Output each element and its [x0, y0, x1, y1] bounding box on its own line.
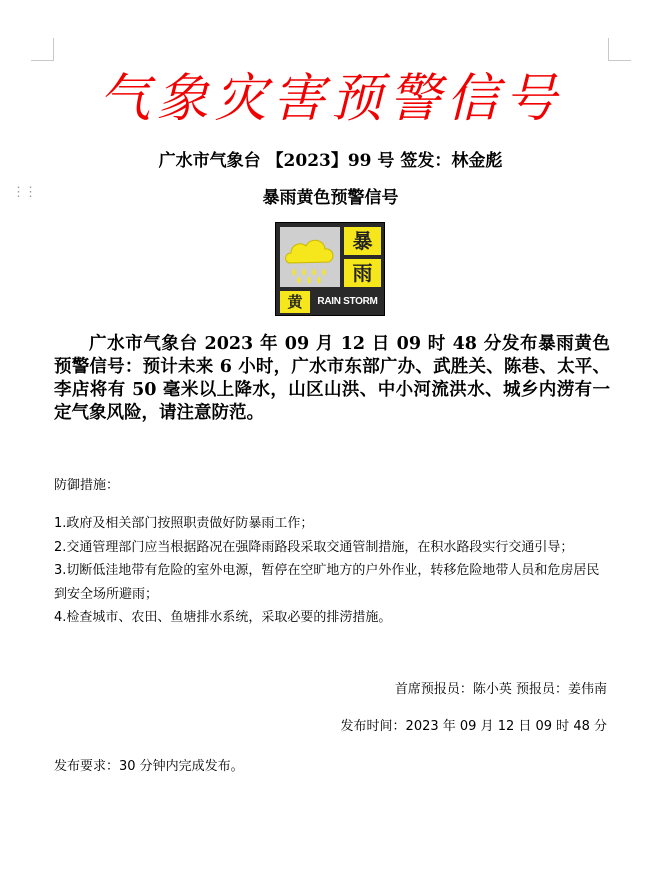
document-title: 气象灾害预警信号 [98, 69, 563, 129]
drag-handle-icon[interactable]: ⋮⋮ [12, 185, 36, 200]
page-corner-mark-right [608, 38, 631, 61]
measure-item: 1.政府及相关部门按照职责做好防暴雨工作； [54, 516, 314, 531]
warning-body-text: 广水市气象台 2023 年 09 月 12 日 09 时 48 分发布暴雨黄色预警信号：预计未来 6 小时，广水市东部广办、武胜关、陈巷、太平、李店将有 50 毫米以上降水，山区山洪、中小河流洪水、城乡内涝有一定气象风险，请注意防范。 [54, 334, 610, 423]
issuer-line: 广水市气象台 【2023】99 号 签发：林金彪 [158, 151, 503, 171]
measures-label: 防御措施： [54, 478, 120, 493]
publish-time: 发布时间：2023 年 09 月 12 日 09 时 48 分 [340, 719, 607, 734]
signal-char-bao: 暴 [344, 227, 381, 255]
rainstorm-cloud-icon [280, 227, 340, 287]
signal-char-yu: 雨 [344, 259, 381, 287]
measure-item: 2.交通管理部门应当根据路况在强降雨路段采取交通管制措施，在积水路段实行交通引导； [54, 539, 574, 555]
signal-name: 暴雨黄色预警信号 [262, 188, 399, 208]
measure-item: 4.检查城市、农田、鱼塘排水系统，采取必要的排涝措施。 [54, 610, 392, 626]
measure-item: 3.切断低洼地带有危险的室外电源，暂停在空旷地方的户外作业，转移危险地带人员和危房居民到安全场所避雨； [54, 563, 600, 602]
publish-requirement: 发布要求：30 分钟内完成发布。 [54, 759, 244, 774]
page-corner-mark-left [31, 38, 54, 61]
signal-english-label: RAIN STORM [314, 291, 381, 313]
forecaster-signers: 首席预报员：陈小英 预报员：姜伟南 [394, 682, 607, 697]
rainstorm-yellow-signal-icon [275, 222, 385, 316]
measures-list [54, 512, 610, 630]
signal-level-char: 黄 [280, 291, 310, 313]
